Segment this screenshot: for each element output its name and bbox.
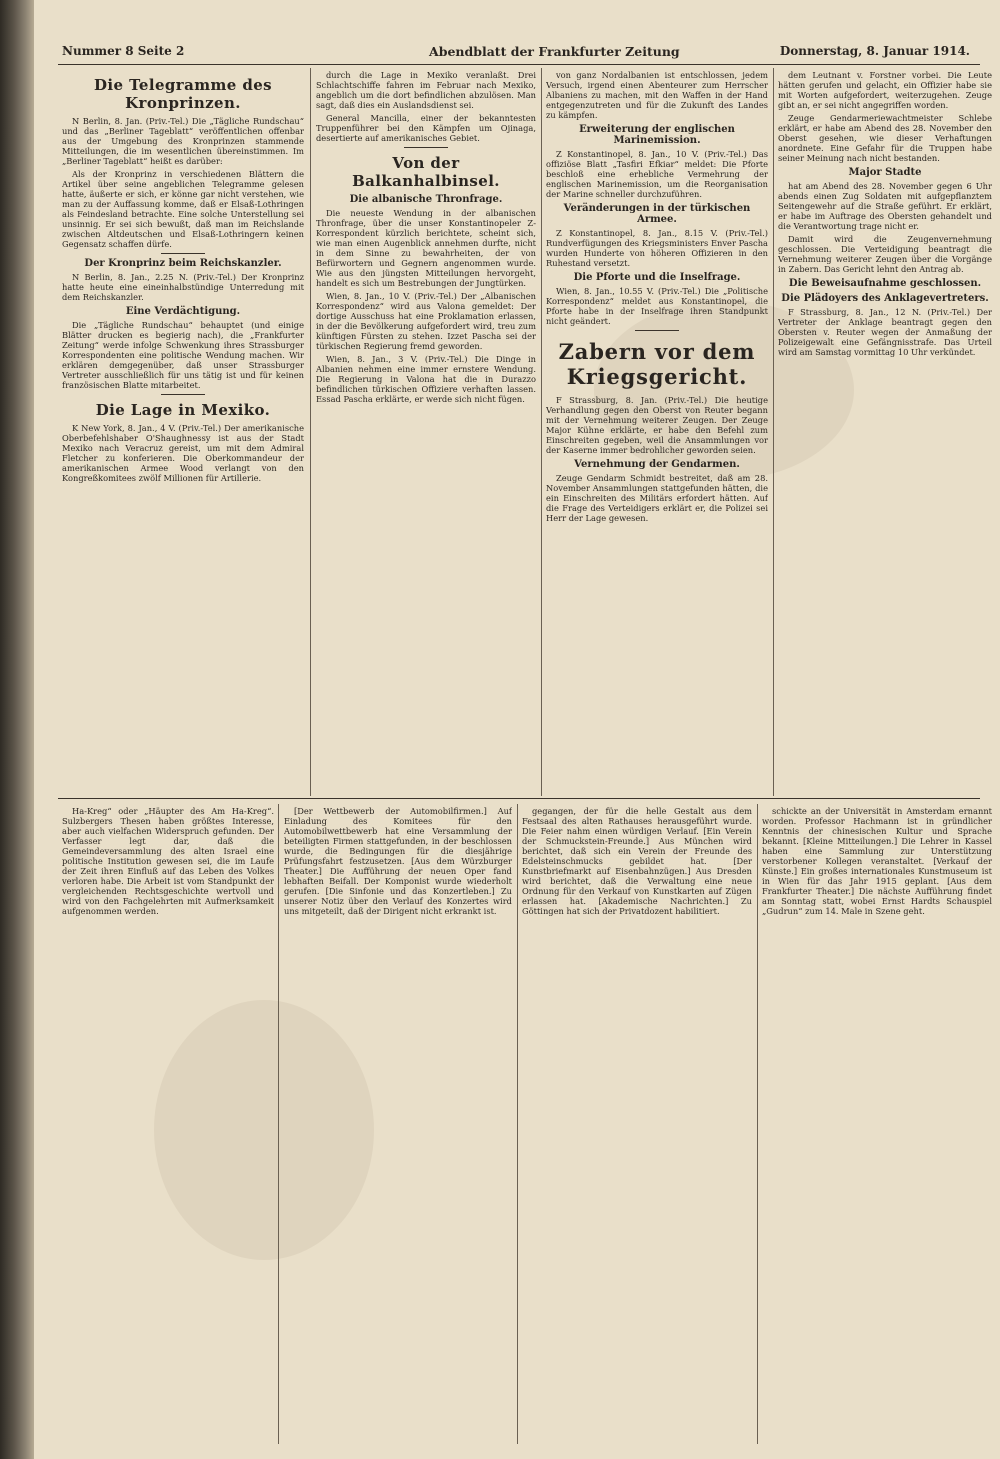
feuilleton-column-3 — [522, 806, 752, 1446]
headline-kronprinz: Die Telegramme des Kronprinzen. — [94, 76, 272, 112]
newspaper-title: Abendblatt der Frankfurter Zeitung — [429, 44, 680, 59]
column-4 — [778, 70, 992, 794]
article-paragraph: General Mancilla, einer der bekanntesten Truppenführer bei den Kämpfen um Ojinaga, desertierte auf amerikanisches Gebiet. — [316, 113, 536, 143]
feuilleton-text: schickte an der Universität in Amsterdam ernannt worden. Professor Hachmann ist in gründlicher Kenntnis der chinesischen Kultur und Sprache bekannt. [Kleine Mitteilungen.] Die Lehrer in Kassel haben eine Sammlung zur Unterstützung verstorbener Kollegen veranstaltet. [Verkauf der Künste.] Ein großes internationales Kunstmuseum ist in Wien für das Jahr 1915 geplant. [Aus dem Frankfurter Theater.] Die nächste Aufführung findet am Sonntag statt, wobei Ernst Hardts Schauspiel „Gudrun“ zum 14. Male in Szene geht. — [762, 806, 992, 916]
article-paragraph: N Berlin, 8. Jan., 2.25 N. (Priv.-Tel.) Der Kronprinz hatte heute eine eineinhalbstündige Unterredung mit dem Reichskanzler. — [62, 272, 304, 302]
newspaper-page — [34, 0, 1000, 1459]
headline-zabern: Zabern vor dem Kriegsgericht. — [558, 339, 756, 389]
article-paragraph: F Strassburg, 8. Jan., 12 N. (Priv.-Tel.) Der Vertreter der Anklage beantragt gegen den Obersten v. Reuter wegen der Anmaßung der Polizeigewalt eine Gefängnisstrafe. Das Urteil wird am Samstag vormittag 10 Uhr verkündet. — [778, 307, 992, 357]
column-3 — [546, 70, 768, 794]
article-paragraph: F Strassburg, 8. Jan. (Priv.-Tel.) Die heutige Verhandlung gegen den Oberst von Reuter begann mit der Vernehmung weiterer Zeugen. Der Zeuge Major Kühne erklärte, er habe den Befehl zum Einschreiten gegeben, weil die Ansammlungen vor der Kaserne immer bedrohlicher geworden seien. — [546, 395, 768, 455]
feuilleton-column-4 — [762, 806, 992, 1446]
column-rule — [541, 68, 542, 796]
feuilleton-column-1 — [62, 806, 274, 1446]
subheadline-beweisaufnahme: Die Beweisaufnahme geschlossen. — [788, 278, 982, 289]
section-separator — [404, 147, 448, 148]
article-paragraph: Zeuge Gendarmeriewachtmeister Schlebe erklärt, er habe am Abend des 28. November den Oberst gesehen, wie dieser Verhaftungen anordnete. Eine Gefahr für die Truppen habe seiner Meinung nach nicht bestanden. — [778, 113, 992, 163]
headline-mexiko: Die Lage in Mexiko. — [95, 401, 271, 419]
article-paragraph: Wien, 8. Jan., 10.55 V. (Priv.-Tel.) Die „Politische Korrespondenz“ meldet aus Konstantinopel, die Pforte habe in der Inselfrage ihren Standpunkt nicht geändert. — [546, 286, 768, 326]
subheadline-marinemission: Erweiterung der englischen Marinemission. — [579, 124, 735, 146]
feuilleton-text: Ha-Kreg“ oder „Häupter des Am Ha-Kreg“. Sulzbergers Thesen haben größtes Interesse, aber auch vielfachen Widerspruch gefunden. Der Verfasser legt dar, daß die Gemeindeversammlung des alten Israel eine politische Institution gewesen sei, die im Laufe der Zeit ihren Einfluß auf das Leben des Volkes verloren habe. Die Arbeit ist vom Standpunkt der vergleichenden Rechtsgeschichte wertvoll und wird von den Fachgelehrten mit Aufmerksamkeit aufgenommen werden. — [62, 806, 274, 916]
article-paragraph: Die „Tägliche Rundschau“ behauptet (und einige Blätter drucken es begierig nach), die „Frankfurter Zeitung“ werde infolge Schwenkung ihres Strassburger Korrespondenten eine politische Wendung machen. Wir erklären demgegenüber, daß unser Strassburger Vertreter ausschließlich für uns tätig ist und für keinen französischen Blatte mitarbeitet. — [62, 320, 304, 390]
subheadline-major: Major Stadte — [848, 167, 922, 178]
article-paragraph: Wien, 8. Jan., 3 V. (Priv.-Tel.) Die Dinge in Albanien nehmen eine immer ernstere Wendung. Die Regierung in Valona hat die in Durazzo befindlichen türkischen Offiziere verhaften lassen. Essad Pascha erklärte, er werde sich nicht fügen. — [316, 354, 536, 404]
headline-balkan: Von der Balkanhalbinsel. — [352, 154, 500, 190]
article-paragraph: Zeuge Gendarm Schmidt bestreitet, daß am 28. November Ansammlungen stattgefunden hätten, die ein Einschreiten des Militärs erfordert hätten. Auf die Frage des Verteidigers erklärt er, die Polizei sei Herr der Lage gewesen. — [546, 473, 768, 523]
masthead — [34, 44, 1000, 64]
feuilleton-text: gegangen, der für die helle Gestalt aus dem Festsaal des alten Rathauses herausgeführt wurde. Die Feier nahm einen würdigen Verlauf. [Ein Verein der Schmuckstein-Freunde.] Aus München wird berichtet, daß sich ein Verein der Freunde des Edelsteinschmucks gebildet hat. [Der Kunstbriefmarkt auf Eisenbahnzügen.] Aus Dresden wird berichtet, daß die Verwaltung eine neue Ordnung für den Verkauf von Kunstkarten auf Zügen erlassen hat. [Akademische Nachrichten.] Zu Göttingen hat sich der Privatdozent habilitiert. — [522, 806, 752, 916]
article-paragraph: dem Leutnant v. Forstner vorbei. Die Leute hätten gerufen und gelacht, ein Offizier habe sie mit Worten aufgefordert, weiterzugehen. Zeuge gibt an, er sei nicht angegriffen worden. — [778, 70, 992, 110]
feuilleton-text: [Der Wettbewerb der Automobilfirmen.] Auf Einladung des Komitees für den Automobilwettbewerb hat eine Versammlung der beteiligten Firmen stattgefunden, in der beschlossen wurde, die Bedingungen für die diesjährige Prüfungsfahrt festzusetzen. [Aus dem Würzburger Theater.] Die Aufführung der neuen Oper fand lebhaften Beifall. Der Komponist wurde wiederholt gerufen. [Die Sinfonie und das Konzertleben.] Zu unserer Notiz über den Verlauf des Konzertes wird uns mitgeteilt, daß der Dirigent nicht erkrankt ist. — [284, 806, 512, 916]
column-2 — [316, 70, 536, 794]
section-separator — [635, 330, 679, 331]
article-paragraph: Wien, 8. Jan., 10 V. (Priv.-Tel.) Der „Albanischen Korrespondenz“ wird aus Valona gemeldet: Der dortige Ausschuss hat eine Proklamation erlassen, in der die Bevölkerung aufgefordert wird, treu zum künftigen Fürsten zu stehen. Izzet Pascha sei der türkischen Regierung fremd geworden. — [316, 291, 536, 351]
column-rule — [773, 68, 774, 796]
column-1 — [62, 70, 304, 794]
article-paragraph: von ganz Nordalbanien ist entschlossen, jedem Versuch, irgend einen Abenteurer zum Herrscher Albaniens zu machen, mit den Waffen in der Hand entgegenzutreten und für die Zukunft des Landes zu kämpfen. — [546, 70, 768, 120]
article-paragraph: N Berlin, 8. Jan. (Priv.-Tel.) Die „Tägliche Rundschau“ und das „Berliner Tageblatt“ veröffentlichen offenbar aus der Umgebung des Kronprinzen stammende Mitteilungen, die im wesentlichen übereinstimmen. Im „Berliner Tageblatt“ heißt es darüber: — [62, 116, 304, 166]
column-rule — [278, 804, 279, 1444]
masthead-rule — [58, 64, 980, 65]
article-paragraph: hat am Abend des 28. November gegen 6 Uhr abends einen Zug Soldaten mit aufgepflanztem Seitengewehr auf die Straße geführt. Er erklärt, er habe im Auftrage des Obersten gehandelt und die Verantwortung trage nicht er. — [778, 181, 992, 231]
article-paragraph: Als der Kronprinz in verschiedenen Blättern die Artikel über seine angeblichen Telegramme gelesen hatte, äußerte er sich, er könne gar nicht verstehen, wie man zu der Auffassung komme, daß er Elsaß-Lothringen als Feindesland betrachte. Eine solche Unterstellung sei unsinnig. Er sei sich bewußt, daß man im Reichslande zwischen Altdeutschen und Elsaß-Lothringern keinen Gegensatz schaffen dürfe. — [62, 169, 304, 249]
section-separator — [161, 253, 205, 254]
subheadline-gendarmen: Vernehmung der Gendarmen. — [574, 459, 740, 470]
article-paragraph: Die neueste Wendung in der albanischen Thronfrage, über die unser Konstantinopeler Z-Korrespondent kürzlich berichtete, scheint sich, wie man einen Augenblick annehmen durfte, nicht in dem Sinne zu bewahrheiten, der von Befürwortern und Gegnern angenommen wurde. Wie aus den jüngsten Mitteilungen hervorgeht, handelt es sich um Bestrebungen der Jungtürken. — [316, 208, 536, 288]
subheadline-thronfrage: Die albanische Thronfrage. — [349, 194, 503, 205]
feuilleton-column-2 — [284, 806, 512, 1446]
subheadline-reichskanzler: Der Kronprinz beim Reichskanzler. — [84, 258, 282, 269]
column-rule — [310, 68, 311, 796]
article-paragraph: Z Konstantinopel, 8. Jan., 8.15 V. (Priv.-Tel.) Rundverfügungen des Kriegsministers Enver Pascha wurden Hunderte von höheren Offizieren in den Ruhestand versetzt. — [546, 228, 768, 268]
article-paragraph: durch die Lage in Mexiko veranlaßt. Drei Schlachtschiffe fahren im Februar nach Mexiko, angeblich um die dort befindlichen abzulösen. Man sagt, daß dies ein Auslandsdienst sei. — [316, 70, 536, 110]
book-binding — [0, 0, 34, 1459]
subheadline-inselfrage: Die Pforte und die Inselfrage. — [573, 272, 741, 283]
subheadline-plaedoyers: Die Plädoyers des Anklagevertreters. — [781, 293, 989, 304]
subheadline-verdaechtigung: Eine Verdächtigung. — [125, 306, 241, 317]
article-paragraph: Damit wird die Zeugenvernehmung geschlossen. Die Verteidigung beantragt die Vernehmung weiterer Zeugen über die Vorgänge in Zabern. Das Gericht lehnt den Antrag ab. — [778, 234, 992, 274]
article-paragraph: Z Konstantinopel, 8. Jan., 10 V. (Priv.-Tel.) Das offiziöse Blatt „Tasfiri Efkiar“ meldet: Die Pforte beschloß eine erhebliche Vermehrung der englischen Marinemission, um die Reorganisation der Marine schneller durchzuführen. — [546, 149, 768, 199]
column-rule — [517, 804, 518, 1444]
section-separator — [161, 394, 205, 395]
issue-date: Donnerstag, 8. Januar 1914. — [779, 44, 970, 58]
subheadline-tuerkische-armee: Veränderungen in der türkischen Armee. — [563, 203, 751, 225]
column-rule — [757, 804, 758, 1444]
article-paragraph: K New York, 8. Jan., 4 V. (Priv.-Tel.) Der amerikanische Oberbefehlshaber O'Shaughnessy ist aus der Stadt Mexiko nach Veracruz gereist, um mit dem Admiral Fletcher zu konferieren. Die Oberkommandeur der amerikanischen Armee Wood verlangt von den Kongreßkomitees zwölf Millionen für Artillerie. — [62, 423, 304, 483]
feuilleton-rule — [58, 798, 980, 799]
page-number: Nummer 8 Seite 2 — [62, 44, 185, 58]
